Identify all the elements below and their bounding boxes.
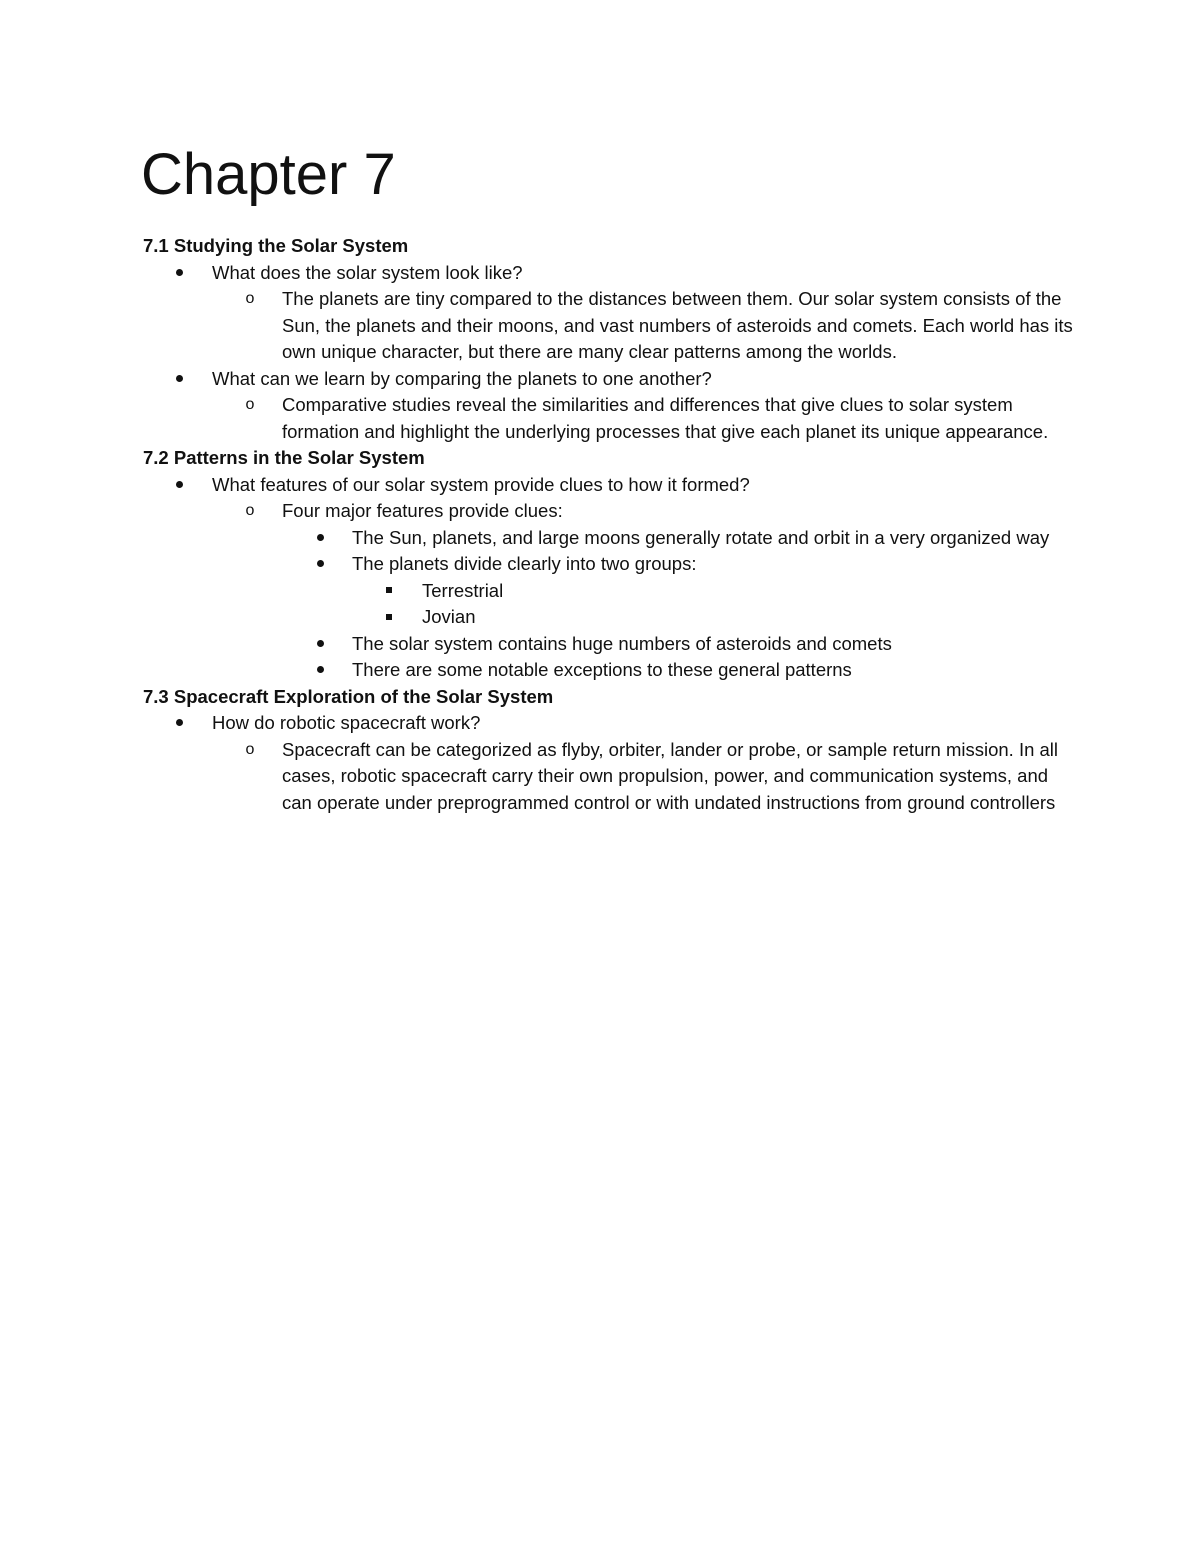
- bullet-icon: [169, 710, 189, 737]
- list-item: [143, 525, 1083, 552]
- answer-text: Spacecraft can be categorized as flyby, orbiter, lander or probe, or sample return mission. In all cases, robotic spacecraft carry their own propulsion, power, and communication systems, and can operate under preprogrammed control or with undated instructions from ground controllers: [282, 738, 1059, 813]
- feature-text: The Sun, planets, and large moons generally rotate and orbit in a very organized way: [352, 526, 1050, 548]
- group-text: Jovian: [422, 606, 476, 627]
- section-heading: 7.1 Studying the Solar System: [143, 235, 409, 256]
- question-list: [143, 710, 1083, 816]
- bullet-icon: [310, 631, 330, 658]
- bullet-icon: [169, 472, 189, 499]
- feature-text: There are some notable exceptions to these general patterns: [352, 659, 852, 680]
- section-7-2: [143, 445, 1083, 684]
- answer-text: Four major features provide clues:: [282, 500, 563, 521]
- square-bullet-icon: [379, 578, 399, 605]
- bullet-icon: [310, 525, 330, 552]
- list-item: [143, 472, 1083, 499]
- bullet-icon: [169, 260, 189, 287]
- bullet-icon: [169, 366, 189, 393]
- list-item: [143, 631, 1083, 658]
- section-7-3: [143, 684, 1083, 817]
- list-item: [143, 498, 1083, 525]
- question-list: [143, 472, 1083, 684]
- notes-body: [143, 233, 1083, 816]
- list-item: [143, 260, 1083, 287]
- list-item: [143, 578, 1083, 605]
- list-item: [143, 710, 1083, 737]
- feature-text: The solar system contains huge numbers of asteroids and comets: [352, 632, 892, 654]
- section-heading: 7.3 Spacecraft Exploration of the Solar System: [143, 685, 554, 707]
- answer-text: The planets are tiny compared to the distances between them. Our solar system consists of the Sun, the planets and their moons, and vast numbers of asteroids and comets. Each world has its own unique character, but there are many clear patterns among the worlds.: [282, 288, 1073, 362]
- bullet-icon: [310, 551, 330, 578]
- answer-text: Comparative studies reveal the similarities and differences that give clues to solar system formation and highlight the underlying processes that give each planet its unique appearance.: [282, 394, 1049, 442]
- list-item: [143, 366, 1083, 393]
- question-text: How do robotic spacecraft work?: [212, 712, 481, 733]
- circle-bullet-icon: o: [245, 740, 255, 758]
- question-list: [143, 260, 1083, 446]
- chapter-title: Chapter 7: [141, 142, 396, 207]
- feature-text: The planets divide clearly into two groups:: [352, 553, 697, 574]
- question-text: What does the solar system look like?: [212, 261, 523, 283]
- section-heading: 7.2 Patterns in the Solar System: [143, 447, 425, 468]
- circle-bullet-icon: o: [245, 502, 255, 519]
- list-item: [143, 286, 1083, 366]
- circle-bullet-icon: o: [245, 290, 255, 307]
- question-text: What features of our solar system provide clues to how it formed?: [212, 473, 750, 495]
- list-item: [143, 551, 1083, 578]
- list-item: [143, 392, 1083, 445]
- section-7-1: [143, 233, 1083, 445]
- list-item: [143, 604, 1083, 631]
- question-text: What can we learn by comparing the planets to one another?: [212, 367, 712, 389]
- list-item: [143, 737, 1083, 817]
- list-item: [143, 657, 1083, 684]
- circle-bullet-icon: o: [245, 396, 255, 413]
- square-bullet-icon: [379, 604, 399, 631]
- group-text: Terrestrial: [422, 579, 504, 601]
- bullet-icon: [310, 657, 330, 684]
